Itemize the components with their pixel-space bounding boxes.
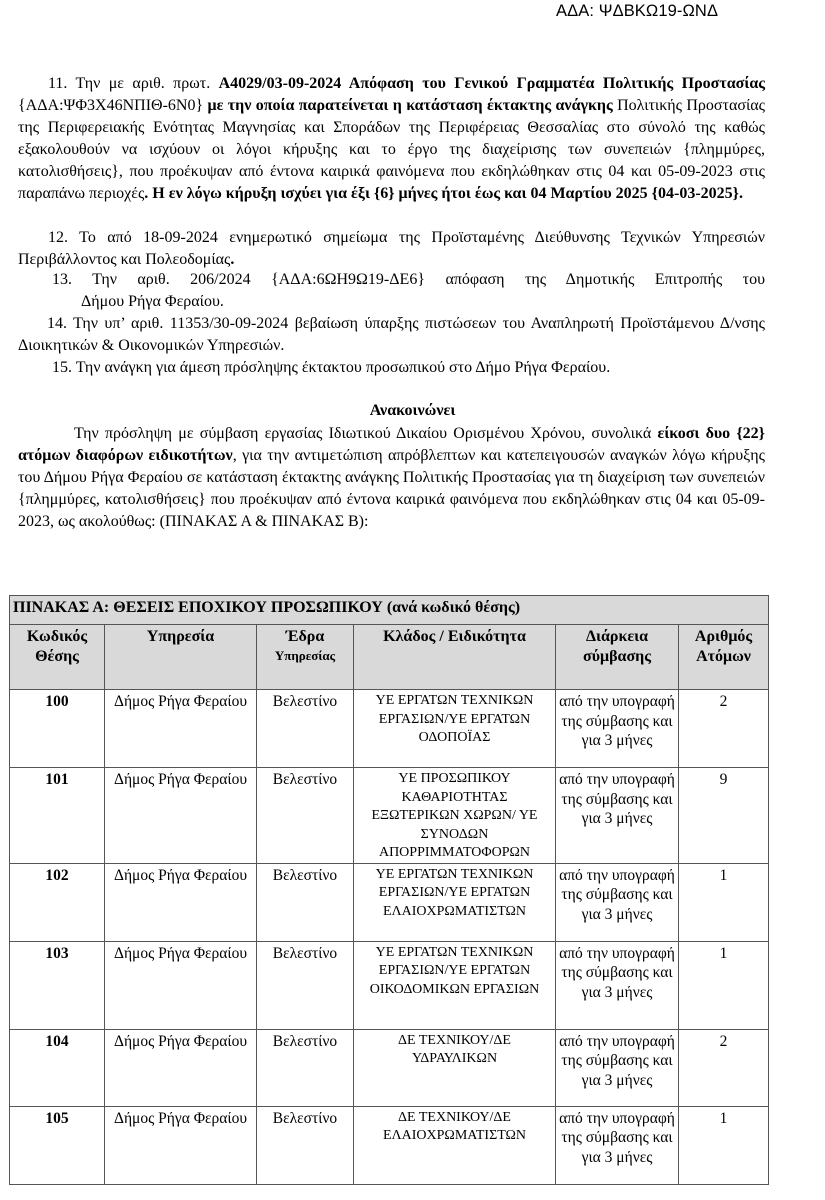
item-text: Την με αριθ. πρωτ. <box>67 75 219 92</box>
table-row <box>10 690 769 768</box>
consideration-item-15: 15. Την ανάγκη για άμεση πρόσληψης έκτακτου προσωπικού στο Δήμο Ρήγα Φεραίου. <box>52 359 611 376</box>
cell-code: 100 <box>10 690 105 768</box>
table-row <box>10 941 769 1029</box>
table-row <box>10 1029 769 1106</box>
cell-seat: Βελεστίνο <box>257 863 354 941</box>
cell-service: Δήμος Ρήγα Φεραίου <box>105 1029 257 1106</box>
cell-duration: από την υπογραφή της σύμβασης και για 3 μήνες <box>556 768 679 864</box>
cell-specialty: ΥΕ ΠΡΟΣΩΠΙΚΟΥ ΚΑΘΑΡΙΟΤΗΤΑΣ ΕΞΩΤΕΡΙΚΩΝ ΧΩΡΩΝ/ ΥΕ ΣΥΝΟΔΩΝ ΑΠΟΡΡΙΜΜΑΤΟΦΟΡΩΝ <box>354 768 556 864</box>
cell-count: 9 <box>679 768 769 864</box>
header-seat-sub: Υπηρεσίας <box>274 648 336 663</box>
cell-service: Δήμος Ρήγα Φεραίου <box>105 863 257 941</box>
cell-specialty: ΥΕ ΕΡΓΑΤΩΝ ΤΕΧΝΙΚΩΝ ΕΡΓΑΣΙΩΝ/ΥΕ ΕΡΓΑΤΩΝ ΟΙΚΟΔΟΜΙΚΩΝ ΕΡΓΑΣΙΩΝ <box>354 941 556 1029</box>
table-row <box>10 863 769 941</box>
emergency-extension: με την οποία παρατείνεται η κατάσταση έκτακτης ανάγκης <box>207 97 613 114</box>
cell-duration: από την υπογραφή της σύμβασης και για 3 μήνες <box>556 690 679 768</box>
consideration-item-12 <box>18 227 765 271</box>
cell-duration: από την υπογραφή της σύμβασης και για 3 μήνες <box>556 863 679 941</box>
header-code: Κωδικός Θέσης <box>10 625 105 690</box>
header-duration: Διάρκεια σύμβασης <box>556 625 679 690</box>
item-text: Πολιτικής Προστασίας της Περιφερειακής Ενότητας Μαγνησίας και Σποράδων της Περιφέρειας Θεσσαλίας στο σύνολό της καθώς εξακολουθούν να ισχύουν οι λόγοι κήρυξης και το έργο της διαχείρισης των συνεπειών {πλημμύρες, κατολισθήσεις}, που προέκυψαν από έντονα καιρικά φαινόμενα που εκδηλώθηκαν στις 04 και 05-09-2023 στις παραπάνω περιοχές <box>18 97 765 202</box>
header-seat-label: Έδρα <box>285 628 325 645</box>
cell-count: 2 <box>679 690 769 768</box>
announcement-count: είκοσι δυο {22} ατόμων διαφόρων ειδικοτήτων <box>18 425 765 464</box>
item-text: {ΑΔΑ:ΨΦ3Χ46ΝΠΙΘ-6Ν0} <box>18 97 208 114</box>
positions-table <box>9 595 769 1185</box>
cell-duration: από την υπογραφή της σύμβασης και για 3 μήνες <box>556 1029 679 1106</box>
cell-duration: από την υπογραφή της σύμβασης και για 3 μήνες <box>556 1106 679 1184</box>
cell-specialty: ΔΕ ΤΕΧΝΙΚΟΥ/ΔΕ ΕΛΑΙΟΧΡΩΜΑΤΙΣΤΩΝ <box>354 1106 556 1184</box>
header-service: Υπηρεσία <box>105 625 257 690</box>
announcement-body <box>18 423 765 533</box>
cell-service: Δήμος Ρήγα Φεραίου <box>105 690 257 768</box>
cell-service: Δήμος Ρήγα Φεραίου <box>105 941 257 1029</box>
table-title-row <box>10 596 769 625</box>
header-seat <box>257 625 354 690</box>
decision-reference: Α4029/03-09-2024 Απόφαση του Γενικού Γραμματέα Πολιτικής Προστασίας <box>218 75 765 92</box>
cell-seat: Βελεστίνο <box>257 690 354 768</box>
table-row <box>10 768 769 864</box>
cell-code: 103 <box>10 941 105 1029</box>
ada-code: ΑΔΑ: ΨΔΒΚΩ19-ΩΝΔ <box>556 2 719 20</box>
cell-seat: Βελεστίνο <box>257 768 354 864</box>
header-count: Αριθμός Ατόμων <box>679 625 769 690</box>
consideration-item-11 <box>18 73 765 205</box>
consideration-item-13-line1: 13. Την αριθ. 206/2024 {ΑΔΑ:6ΩΗ9Ω19-ΔΕ6} απόφαση της Δημοτικής Επιτροπής του <box>52 271 765 288</box>
cell-code: 105 <box>10 1106 105 1184</box>
consideration-item-13-line2: Δήμου Ρήγα Φεραίου. <box>81 293 224 310</box>
cell-seat: Βελεστίνο <box>257 1106 354 1184</box>
cell-duration: από την υπογραφή της σύμβασης και για 3 μήνες <box>556 941 679 1029</box>
validity-period: . Η εν λόγω κήρυξη ισχύει για έξι {6} μήνες ήτοι έως και 04 Μαρτίου 2025 {04-03-2025}. <box>144 185 743 202</box>
cell-code: 102 <box>10 863 105 941</box>
cell-count: 1 <box>679 941 769 1029</box>
cell-code: 104 <box>10 1029 105 1106</box>
item-text: 12. Το από 18-09-2024 ενημερωτικό σημείωμα της Προϊσταμένης Διεύθυνσης Τεχνικών Υπηρεσιών Περιβάλλοντος και Πολεοδομίας <box>18 229 765 268</box>
cell-count: 1 <box>679 863 769 941</box>
announcement-text: , για την αντιμετώπιση απρόβλεπτων και κατεπειγουσών αναγκών λόγω κήρυξης του Δήμου Ρήγα Φεραίου σε κατάσταση έκτακτης ανάγκης Πολιτικής Προστασίας για τη διαχείριση των συνεπειών {πλημμύρες, κατολισθήσεις} που προέκυψαν από έντονα καιρικά φαινόμενα που εκδηλώθηκαν στις 04 και 05-09-2023, ως ακολούθως: (ΠΙΝΑΚΑΣ Α & ΠΙΝΑΚΑΣ Β): <box>18 447 766 530</box>
cell-seat: Βελεστίνο <box>257 1029 354 1106</box>
header-specialty: Κλάδος / Ειδικότητα <box>354 625 556 690</box>
table-title: ΠΙΝΑΚΑΣ Α: ΘΕΣΕΙΣ ΕΠΟΧΙΚΟΥ ΠΡΟΣΩΠΙΚΟΥ (ανά κωδικό θέσης) <box>10 596 769 625</box>
cell-specialty: ΥΕ ΕΡΓΑΤΩΝ ΤΕΧΝΙΚΩΝ ΕΡΓΑΣΙΩΝ/ΥΕ ΕΡΓΑΤΩΝ ΕΛΑΙΟΧΡΩΜΑΤΙΣΤΩΝ <box>354 863 556 941</box>
item-end: . <box>230 251 235 268</box>
table-header-row <box>10 625 769 690</box>
cell-count: 1 <box>679 1106 769 1184</box>
cell-count: 2 <box>679 1029 769 1106</box>
cell-seat: Βελεστίνο <box>257 941 354 1029</box>
cell-code: 101 <box>10 768 105 864</box>
cell-service: Δήμος Ρήγα Φεραίου <box>105 1106 257 1184</box>
cell-specialty: ΥΕ ΕΡΓΑΤΩΝ ΤΕΧΝΙΚΩΝ ΕΡΓΑΣΙΩΝ/ΥΕ ΕΡΓΑΤΩΝ ΟΔΟΠΟΪΑΣ <box>354 690 556 768</box>
announcement-title: Ανακοινώνει <box>369 402 456 419</box>
consideration-item-14: 14. Την υπ’ αριθ. 11353/30-09-2024 βεβαίωση ύπαρξης πιστώσεων του Αναπληρωτή Προϊστάμενου Δ/νσης Διοικητικών & Οικονομικών Υπηρεσιών. <box>18 315 765 354</box>
cell-service: Δήμος Ρήγα Φεραίου <box>105 768 257 864</box>
item-number: 11. <box>48 75 68 92</box>
announcement-text: Την πρόσληψη με σύμβαση εργασίας Ιδιωτικού Δικαίου Ορισμένου Χρόνου, συνολικά <box>74 425 658 442</box>
cell-specialty: ΔΕ ΤΕΧΝΙΚΟΥ/ΔΕ ΥΔΡΑΥΛΙΚΩΝ <box>354 1029 556 1106</box>
table-row <box>10 1106 769 1184</box>
